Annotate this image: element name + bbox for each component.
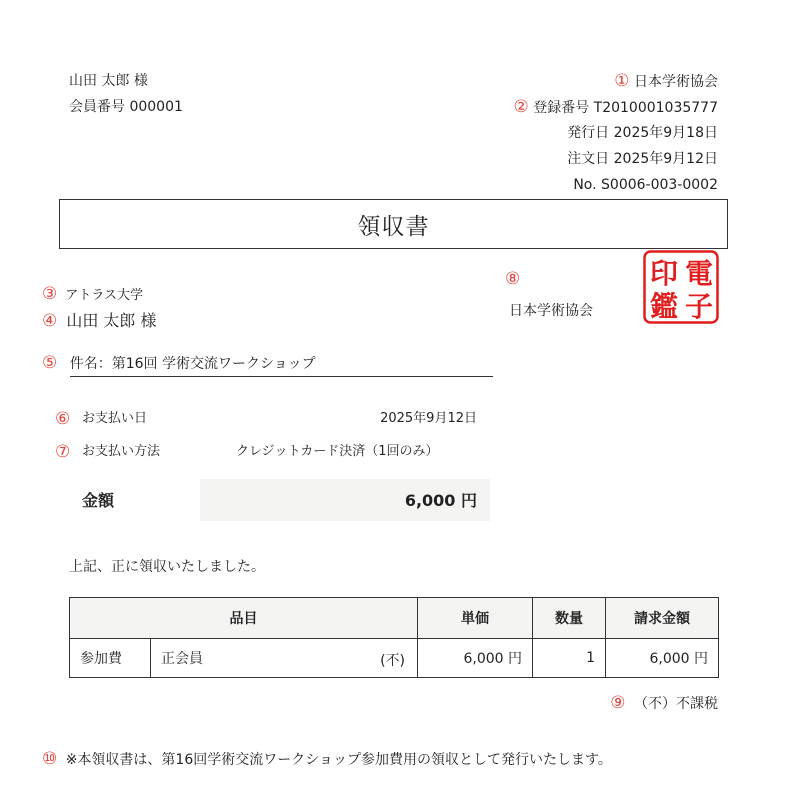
- registration-number: 登録番号 T2010001035777: [533, 100, 718, 116]
- row-tax-flag: (不): [380, 653, 405, 669]
- row-unit-price: 6,000 円: [418, 639, 533, 678]
- tax-note-line: [610, 694, 718, 713]
- amount-label: 金額: [82, 491, 115, 510]
- table-header-row: [70, 598, 719, 639]
- payer-university: アトラス大学: [65, 288, 144, 303]
- document-number: No. S0006-003-0002: [573, 177, 718, 193]
- header-item: 品目: [70, 598, 418, 639]
- marker-4: ④: [42, 311, 58, 331]
- header-total: 請求金額: [606, 598, 719, 639]
- payment-date-value: 2025年9月12日: [380, 411, 477, 426]
- marker-6: ⑥: [55, 409, 71, 429]
- marker-3: ③: [42, 284, 58, 304]
- seal-char-3: 印: [649, 257, 679, 290]
- row-item-name: 正会員: [161, 651, 203, 667]
- receipt-statement: 上記、正に領収いたしました。: [69, 559, 265, 575]
- issuer-block-line1: [614, 72, 718, 91]
- stamp-issuer-name: 日本学術協会: [509, 303, 593, 319]
- marker-8: ⑧: [505, 269, 521, 289]
- document-title-box: [59, 199, 728, 249]
- footer-note-line: [42, 750, 612, 769]
- payer-name: 山田 太郎 様: [66, 311, 157, 330]
- issue-date: 発行日 2025年9月18日: [567, 125, 718, 141]
- header-quantity: 数量: [533, 598, 606, 639]
- seal-char-4: 鑑: [649, 290, 679, 323]
- payment-method-label: お支払い方法: [82, 444, 161, 459]
- subject-line-text: [42, 354, 316, 373]
- order-date: 注文日 2025年9月12日: [567, 151, 718, 167]
- marker-5: ⑤: [42, 353, 58, 373]
- seal-char-1: 電: [684, 257, 714, 290]
- items-table: [69, 597, 719, 678]
- row-item-cell: [151, 639, 418, 678]
- row-category: 参加費: [70, 639, 151, 678]
- header-unit-price: 単価: [418, 598, 533, 639]
- recipient-name: 山田 太郎 様: [69, 73, 148, 89]
- tax-note: （不）不課税: [634, 696, 718, 712]
- marker-7: ⑦: [55, 442, 71, 462]
- member-number: 会員番号 000001: [69, 99, 183, 115]
- document-title: 領収書: [357, 213, 430, 240]
- payment-date-label: お支払い日: [82, 411, 148, 426]
- row-total: 6,000 円: [606, 639, 719, 678]
- table-row: [70, 639, 719, 678]
- footer-note: ※本領収書は、第16回学術交流ワークショップ参加費用の領収として発行いたします。: [65, 752, 612, 768]
- marker-2: ②: [513, 97, 529, 117]
- marker-9: ⑨: [610, 693, 626, 713]
- payer-university-line: [42, 285, 143, 305]
- subject-underline: [70, 376, 493, 377]
- electronic-seal-stamp: [643, 250, 719, 324]
- seal-char-2: 子: [684, 290, 714, 323]
- marker-1: ①: [614, 71, 630, 91]
- subject-text: 件名：第16回 学術交流ワークショップ: [69, 356, 316, 372]
- payer-name-line: [42, 311, 157, 331]
- row-quantity: 1: [533, 639, 606, 678]
- issuer-name: 日本学術協会: [634, 74, 718, 90]
- amount-value: 6,000 円: [404, 491, 477, 510]
- issuer-block-line2: [514, 98, 719, 117]
- payment-method-value: クレジットカード決済（1回のみ）: [236, 444, 439, 459]
- marker-10: ⑩: [42, 749, 58, 769]
